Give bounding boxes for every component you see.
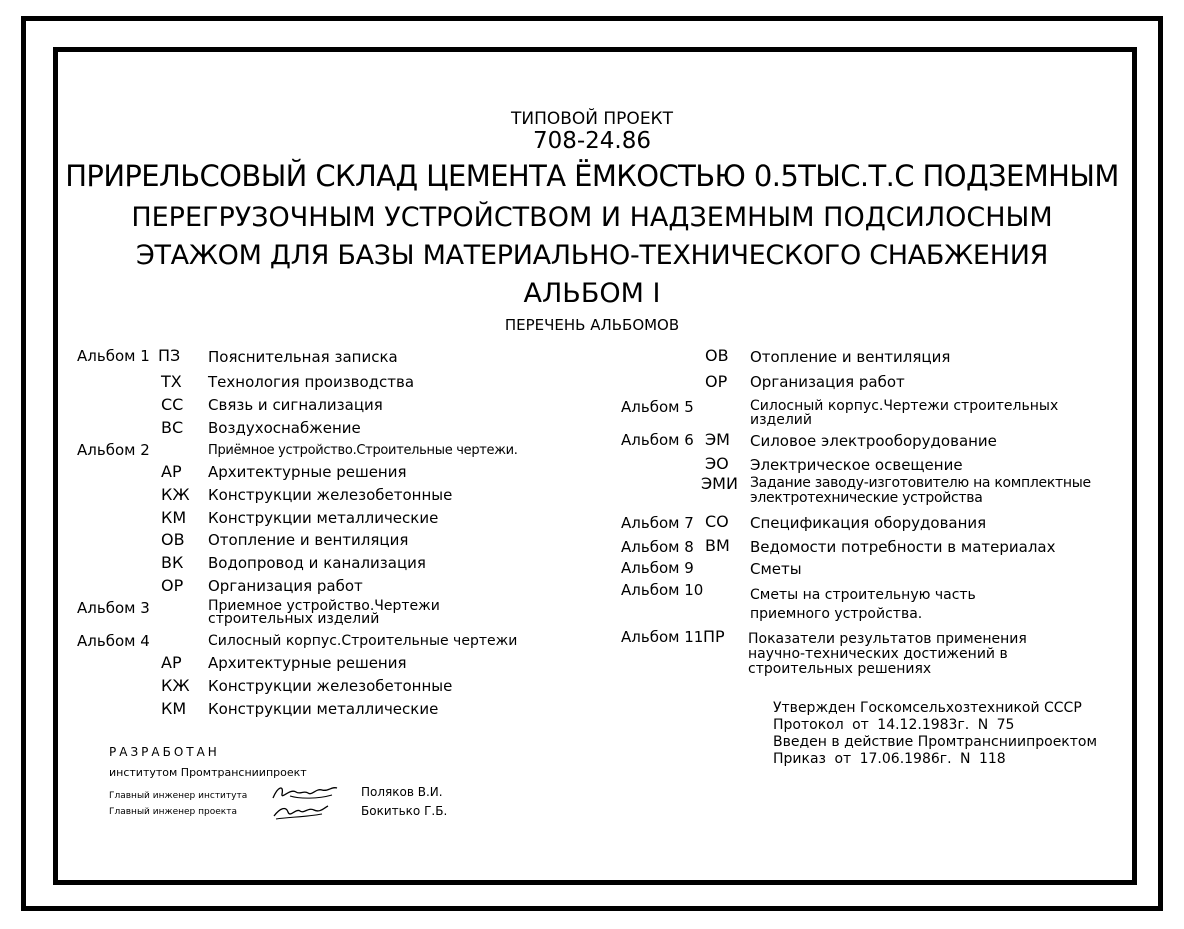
right-text-3: Силовое электрооборудование [750,432,997,450]
left-album-12: Альбом 4 [77,632,150,650]
title-line-1: ПРИРЕЛЬСОВЫЙ СКЛАД ЦЕМЕНТА ЁМКОСТЬЮ 0.5ТЫС.Т.С ПОДЗЕМНЫМ [65,159,1119,193]
right-album-10: Альбом 11 [621,628,704,646]
left-code-15: КМ [161,699,187,718]
right-text-6: Спецификация оборудования [750,514,987,532]
right-code-6: СО [705,512,729,531]
name-chief-engineer-institute: Поляков В.И. [361,785,443,799]
approval-line-2: Протокол от 14.12.1983г. N 75 [773,717,1015,733]
right-text-0: Отопление и вентиляция [750,348,951,366]
left-text-12: Силосный корпус.Строительные чертежи [208,633,518,649]
right-text-8: Сметы [750,560,802,578]
left-code-9: ВК [161,553,184,572]
right-album-3: Альбом 6 [621,431,694,449]
left-text-9: Водопровод и канализация [208,554,426,572]
name-chief-engineer-project: Бокитько Г.Б. [361,804,448,818]
left-text-5: Архитектурные решения [208,463,407,481]
title-line-4: АЛЬБОМ I [523,278,661,309]
right-code-3: ЭМ [705,430,730,449]
left-text-8: Отопление и вентиляция [208,531,409,549]
right-text-1: Организация работ [750,373,905,391]
left-code-13: АР [161,653,182,672]
approval-line-3: Введен в действие Промтрансниипроектом [773,734,1098,750]
left-text-3: Воздухоснабжение [208,419,361,437]
left-text-10: Организация работ [208,577,363,595]
approval-line-4: Приказ от 17.06.1986г. N 118 [773,751,1006,767]
left-code-7: КМ [161,508,187,527]
right-album-6: Альбом 7 [621,514,694,532]
signature-1 [270,782,340,804]
left-code-3: ВС [161,418,184,437]
left-code-1: ТХ [161,372,182,391]
right-code-1: ОР [705,372,728,391]
left-code-10: ОР [161,576,184,595]
left-code-2: СС [161,395,184,414]
left-text-14: Конструкции железобетонные [208,677,453,695]
role-chief-engineer-project: Главный инженер проекта [109,807,237,817]
left-text-6: Конструкции железобетонные [208,486,453,504]
right-code-5: ЭМИ [701,474,738,493]
left-text-7: Конструкции металлические [208,509,439,527]
left-text-13: Архитектурные решения [208,654,407,672]
left-text-2: Связь и сигнализация [208,396,383,414]
left-text-11: Приемное устройство.Чертежи строительных изделий [208,598,440,627]
left-code-6: КЖ [161,485,190,504]
right-text-2: Силосный корпус.Чертежи строительных изделий [750,398,1059,428]
left-code-5: АР [161,462,182,481]
role-chief-engineer-institute: Главный инженер института [109,791,248,801]
left-code-14: КЖ [161,676,190,695]
right-text-9: Сметы на строительную часть приемного устройства. [750,587,976,622]
right-text-4: Электрическое освещение [750,456,963,474]
right-text-7: Ведомости потребности в материалах [750,538,1056,556]
right-code-10: ПР [703,627,725,646]
signature-2 [270,802,330,822]
left-text-0: Пояснительная записка [208,348,398,366]
developer-title: РАЗРАБОТАН [109,745,220,759]
left-text-4: Приёмное устройство.Строительные чертежи. [208,443,518,458]
left-album-0: Альбом 1 [77,347,150,365]
project-number: 708-24.86 [532,128,652,154]
developer-org: институтом Промтрансниипроект [109,766,307,779]
left-code-8: ОВ [161,530,185,549]
right-text-5: Задание заводу-изготовителю на комплектные электротехнические устройства [750,475,1091,506]
right-code-7: ВМ [705,536,730,555]
title-line-3: ЭТАЖОМ ДЛЯ БАЗЫ МАТЕРИАЛЬНО-ТЕХНИЧЕСКОГО СНАБЖЕНИЯ [135,240,1049,271]
right-album-9: Альбом 10 [621,581,704,599]
right-album-2: Альбом 5 [621,398,694,416]
right-code-4: ЭО [705,454,729,473]
list-title: ПЕРЕЧЕНЬ АЛЬБОМОВ [504,316,680,334]
right-code-0: ОВ [705,346,729,365]
left-text-15: Конструкции металлические [208,700,439,718]
right-album-8: Альбом 9 [621,559,694,577]
left-album-4: Альбом 2 [77,441,150,459]
title-line-2: ПЕРЕГРУЗОЧНЫМ УСТРОЙСТВОМ И НАДЗЕМНЫМ ПОДСИЛОСНЫМ [131,202,1053,233]
approval-line-1: Утвержден Госкомсельхозтехникой СССР [773,700,1082,716]
project-type: ТИПОВОЙ ПРОЕКТ [510,109,674,129]
left-text-1: Технология производства [208,373,415,391]
left-code-0: ПЗ [158,346,181,365]
left-album-11: Альбом 3 [77,599,150,617]
right-text-10: Показатели результатов применения научно-технических достижений в строительных решениях [748,631,1027,677]
right-album-7: Альбом 8 [621,538,694,556]
